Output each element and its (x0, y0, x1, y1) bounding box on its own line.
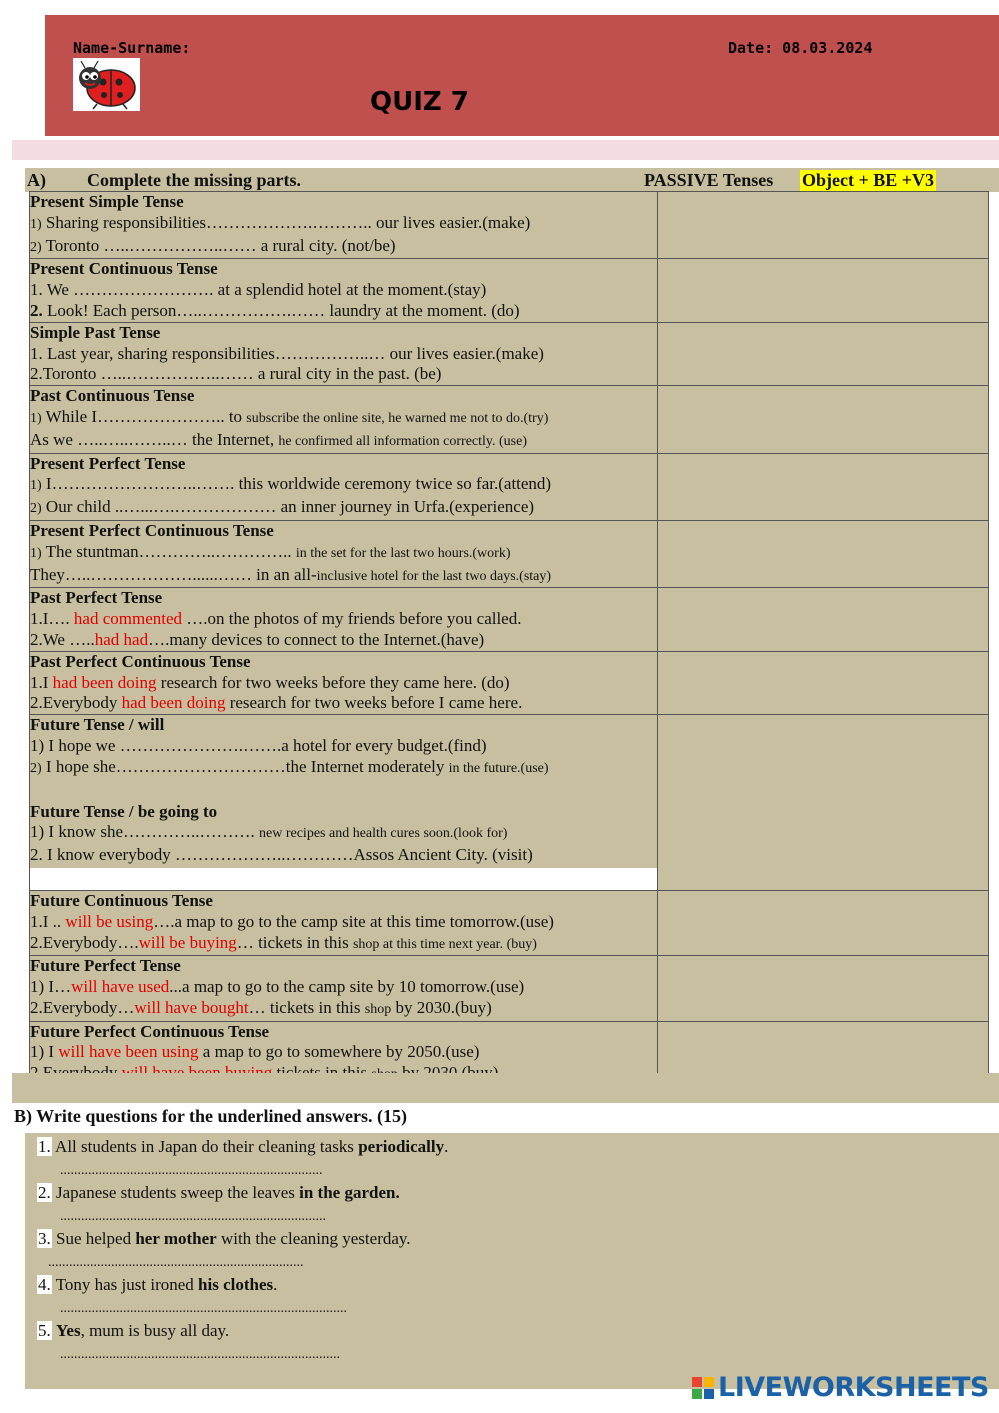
section-b-area (25, 1133, 999, 1389)
tense-title: Simple Past Tense (30, 322, 161, 342)
answer-line-3[interactable]: ......................................................................... (48, 1255, 304, 1270)
answer-cell[interactable] (658, 520, 989, 587)
date-label: Date: 08.03.2024 (728, 39, 873, 57)
name-surname-label: Name-Surname: (73, 39, 191, 57)
liveworksheets-logo-icon (692, 1377, 714, 1399)
answer-cell[interactable] (658, 259, 989, 322)
sentence-line: 1) I hope we ………………….…….a hotel for every budget.(find) (30, 735, 487, 755)
tense-title: Future Perfect Tense (30, 956, 181, 976)
tense-title: Present Simple Tense (30, 192, 184, 211)
sentence-line: 2) Our child ..…...….……………… an inner journey in Urfa.(experience) (30, 497, 535, 517)
tense-title: Future Continuous Tense (30, 890, 213, 910)
answer-line-5[interactable]: ................................................................................ (60, 1347, 340, 1362)
sentence-line: 2.We …..had had….many devices to connect to the Internet.(have) (30, 629, 485, 649)
row-past-perfect (30, 588, 989, 651)
sentence-line: 1.I had been doing research for two weeks before they came here. (do) (30, 672, 510, 692)
section-a-instruction: Complete the missing parts. (87, 170, 301, 190)
sentence-line: 1) The stuntman…………..………….. in the set for the last two hours.(work) (30, 541, 511, 561)
passive-formula: Object + BE +V3 (802, 170, 935, 190)
row-future-perfect (30, 956, 989, 1021)
sentence-line: 1) I will have been using a map to go to somewhere by 2050.(use) (30, 1042, 480, 1062)
question-5: 5. Yes, mum is busy all day. (38, 1321, 230, 1340)
row-present-continuous (30, 259, 989, 322)
sentence-line: They…..………………......…… in an all-inclusive hotel for the last two days.(stay) (30, 564, 552, 584)
quiz-title: QUIZ 7 (370, 87, 469, 117)
answer-cell[interactable] (658, 192, 989, 259)
sentence-line: 2) Toronto …..……………..…… a rural city. (not/be) (30, 235, 396, 255)
sentence-line: 2) I hope she…………………………the Internet moderately in the future.(use) (30, 756, 549, 776)
sentence-line: 2.Toronto …..……………..…… a rural city in the past. (be) (30, 364, 442, 384)
sentence-line: 1.I .. will be using….a map to go to the camp site at this time tomorrow.(use) (30, 911, 554, 931)
row-past-perfect-continuous (30, 651, 989, 714)
tense-title: Future Tense / will (30, 715, 165, 735)
answer-cell[interactable] (658, 322, 989, 385)
liveworksheets-brand: LIVEWORKSHEETS (718, 1372, 989, 1403)
row-future-continuous (30, 890, 989, 955)
sentence-line: 1) Sharing responsibilities……………….……….. our lives easier.(make) (30, 212, 531, 232)
sentence-line: 1) I…will have used...a map to go to the camp site by 10 tomorrow.(use) (30, 977, 525, 997)
tense-title: Present Continuous Tense (30, 259, 218, 279)
tense-title: Present Perfect Continuous Tense (30, 520, 274, 540)
tense-title: Future Perfect Continuous Tense (30, 1021, 270, 1041)
answer-cell[interactable] (658, 453, 989, 520)
sentence-line: 1.I…. had commented ….on the photos of my friends before you called. (30, 609, 522, 629)
answer-line-1[interactable]: ........................................................................... (60, 1163, 323, 1178)
passive-tenses-label: PASSIVE Tenses (644, 170, 774, 190)
sentence-line: As we …..…..……..… the Internet, he confirmed all information correctly. (use) (30, 429, 528, 449)
sentence-line: 2.Everybody had been doing research for two weeks before I came here. (30, 693, 523, 713)
row-present-perfect-continuous (30, 520, 989, 587)
answer-cell[interactable] (658, 956, 989, 1021)
section-a-letter: A) (27, 170, 46, 190)
question-3: 3. Sue helped her mother with the cleaning yesterday. (38, 1229, 411, 1248)
section-b-title: B) Write questions for the underlined answers. (15) (14, 1106, 408, 1126)
answer-cell[interactable] (658, 651, 989, 714)
sentence-line: 1) While I………………….. to subscribe the online site, he warned me not to do.(try) (30, 406, 549, 426)
row-present-simple (30, 192, 989, 259)
ladybug-icon (73, 58, 140, 111)
question-1: 1. All students in Japan do their cleaning tasks periodically. (38, 1137, 449, 1156)
answer-cell[interactable] (658, 588, 989, 651)
tense-title: Future Tense / be going to (30, 801, 218, 821)
blank-row (26, 868, 661, 890)
sentence-line: 2. I know everybody ………………..…………Assos Ancient City. (visit) (30, 845, 533, 865)
tense-title: Past Continuous Tense (30, 386, 195, 406)
row-simple-past (30, 322, 989, 385)
section-a-header (25, 168, 999, 192)
row-past-continuous (30, 386, 989, 453)
tense-table (29, 191, 989, 1087)
sentence-line: 2. Look! Each person…..…………….…… laundry at the moment. (do) (30, 300, 520, 320)
question-4: 4. Tony has just ironed his clothes. (38, 1275, 278, 1294)
answer-cell[interactable] (658, 890, 989, 955)
tense-title: Present Perfect Tense (30, 453, 186, 473)
section-a-footer-band (12, 1073, 999, 1103)
sentence-line: 1. We ……………………. at a splendid hotel at the moment.(stay) (30, 280, 487, 300)
answer-line-2[interactable]: ............................................................................ (60, 1209, 326, 1224)
header-banner (45, 15, 999, 136)
sentence-line: 2.Everybody…will have bought… tickets in this shop by 2030.(buy) (30, 997, 492, 1017)
row-future (30, 715, 989, 891)
answer-cell[interactable] (658, 386, 989, 453)
sentence-line: 2.Everybody….will be buying… tickets in this shop at this time next year. (buy) (30, 932, 537, 952)
tense-title: Past Perfect Continuous Tense (30, 651, 251, 671)
tense-title: Past Perfect Tense (30, 588, 163, 608)
answer-cell[interactable] (658, 715, 989, 891)
sentence-line: 1) I know she…………..………. new recipes and health cures soon.(look for) (30, 822, 508, 842)
divider-band (12, 140, 999, 160)
question-2: 2. Japanese students sweep the leaves in the garden. (38, 1183, 400, 1202)
row-present-perfect (30, 453, 989, 520)
sentence-line: 1) I……………………..……. this worldwide ceremony twice so far.(attend) (30, 474, 552, 494)
sentence-line: 1. Last year, sharing responsibilities……………..… our lives easier.(make) (30, 343, 544, 363)
answer-line-4[interactable]: .................................................................................. (60, 1301, 347, 1316)
